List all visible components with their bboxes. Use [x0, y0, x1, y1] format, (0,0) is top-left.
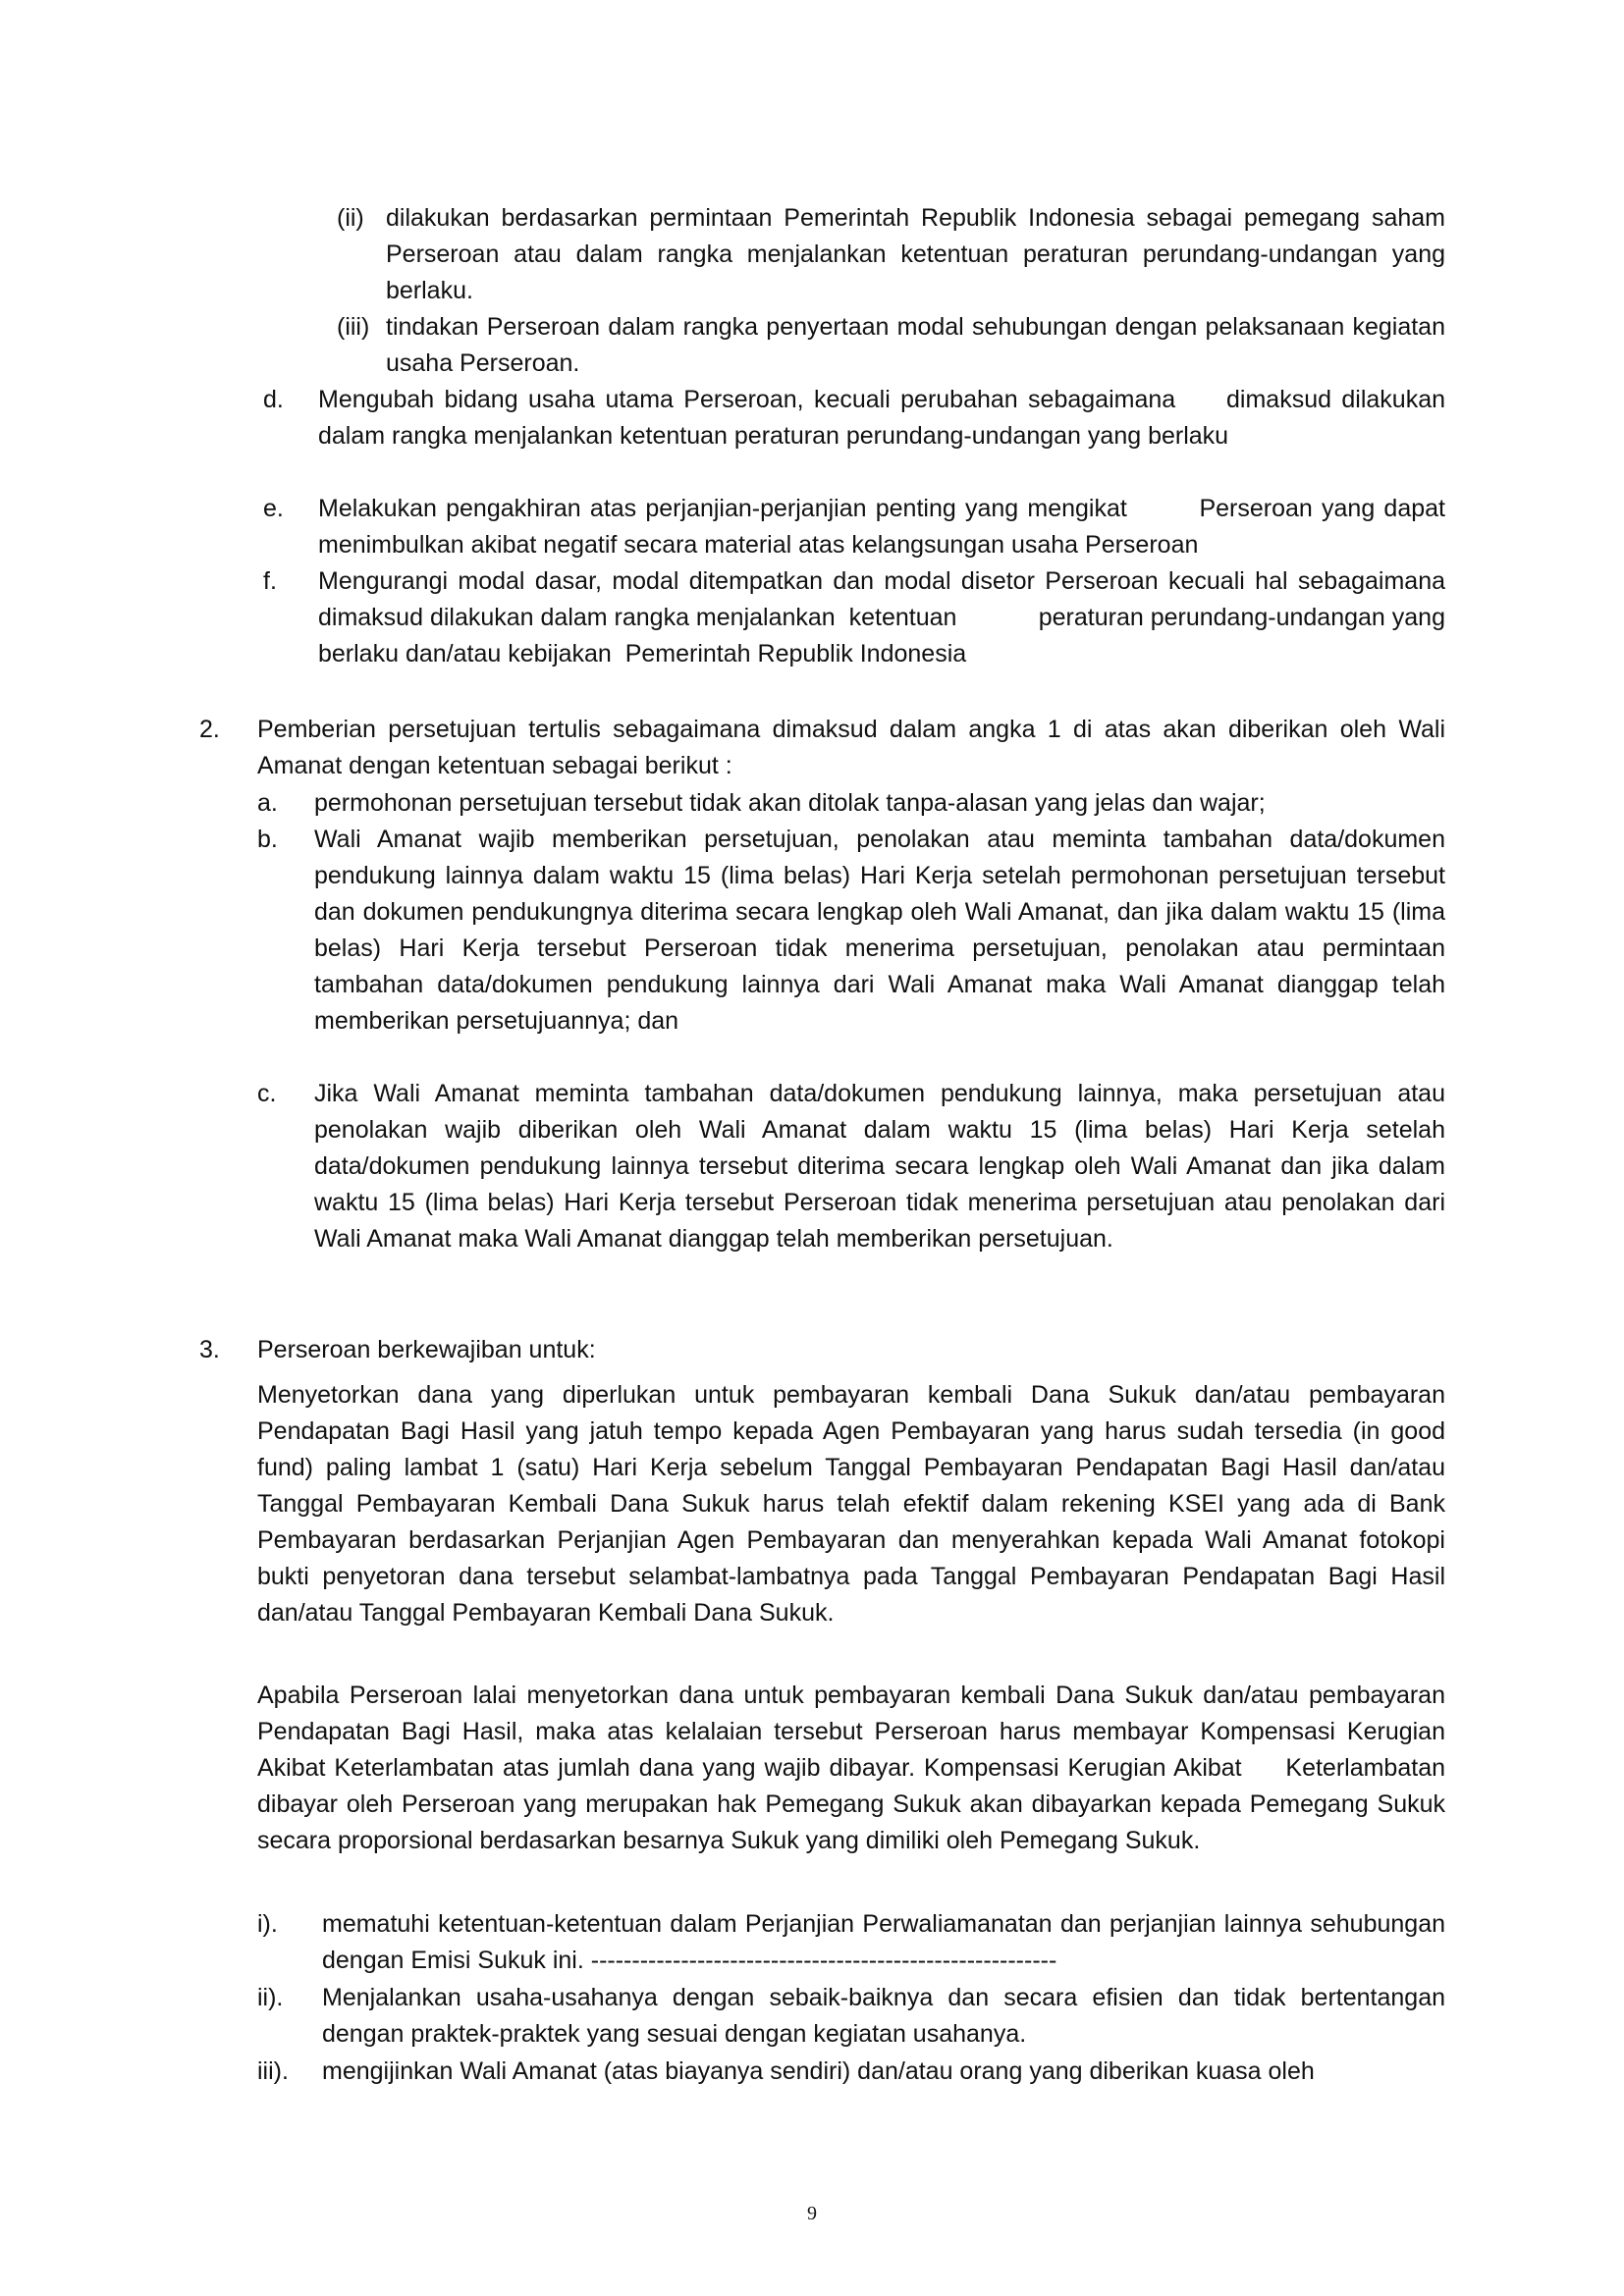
section-intro: Pemberian persetujuan tertulis sebagaimana dimaksud dalam angka 1 di atas akan diberikan oleh Wali Amanat dengan ketentuan sebagai berikut :	[257, 716, 1445, 779]
section-heading: Perseroan berkewajiban untuk:	[257, 1336, 596, 1363]
list-item-label: i).	[257, 1910, 278, 1938]
sub-item-label: (iii)	[337, 313, 370, 341]
list-item-label: c.	[257, 1080, 277, 1107]
sub-item-text: tindakan Perseroan dalam rangka penyertaan modal sehubungan dengan pelaksanaan kegiatan usaha Perseroan.	[386, 313, 1445, 377]
list-item-label: e.	[263, 495, 284, 522]
page-number: 9	[807, 2203, 817, 2224]
list-item-text: mematuhi ketentuan-ketentuan dalam Perjanjian Perwaliamanatan dan perjanjian lainnya sehubungan dengan Emisi Sukuk ini. ---------------------------------------------------------	[322, 1910, 1445, 1974]
section-paragraph: Apabila Perseroan lalai menyetorkan dana untuk pembayaran kembali Dana Sukuk dan/atau pembayaran Pendapatan Bagi Hasil, maka atas kelalaian tersebut Perseroan harus membayar Kompensasi Kerugian Akibat Keterlambatan atas jumlah dana yang wajib dibayar. Kompensasi Kerugian Akibat Keterlambatan dibayar oleh Perseroan yang merupakan hak Pemegang Sukuk akan dibayarkan kepada Pemegang Sukuk secara proporsional berdasarkan besarnya Sukuk yang dimiliki oleh Pemegang Sukuk.	[257, 1682, 1452, 1854]
section-paragraph: Menyetorkan dana yang diperlukan untuk pembayaran kembali Dana Sukuk dan/atau pembayaran Pendapatan Bagi Hasil yang jatuh tempo kepada Agen Pembayaran yang harus sudah tersedia (in good fund) paling lambat 1 (satu) Hari Kerja sebelum Tanggal Pembayaran Pendapatan Bagi Hasil dan/atau Tanggal Pembayaran Kembali Dana Sukuk harus telah efektif dalam rekening KSEI yang ada di Bank Pembayaran berdasarkan Perjanjian Agen Pembayaran dan menyerahkan kepada Wali Amanat fotokopi bukti penyetoran dana tersebut selambat-lambatnya pada Tanggal Pembayaran Pendapatan Bagi Hasil dan/atau Tanggal Pembayaran Kembali Dana Sukuk.	[257, 1381, 1445, 1627]
list-item-text: mengijinkan Wali Amanat (atas biayanya sendiri) dan/atau orang yang diberikan kuasa oleh	[322, 2057, 1315, 2085]
sub-item-text	[386, 200, 1445, 309]
sub-item-body: dilakukan berdasarkan permintaan Pemerintah Republik Indonesia sebagai pemegang saham Perseroan atau dalam rangka menjalankan ketentuan peraturan perundang-undangan yang berlaku.	[386, 204, 1445, 304]
section-number: 3.	[199, 1336, 220, 1363]
list-item-label: a.	[257, 789, 278, 817]
list-item-label: f.	[263, 567, 277, 595]
sub-item-label: (ii)	[337, 204, 364, 232]
list-item-text: Melakukan pengakhiran atas perjanjian-perjanjian penting yang mengikat Perseroan yang dapat menimbulkan akibat negatif secara material atas kelangsungan usaha Perseroan	[318, 495, 1452, 559]
list-item-label: b.	[257, 826, 278, 853]
list-item-text: Mengubah bidang usaha utama Perseroan, kecuali perubahan sebagaimana dimaksud dilakukan dalam rangka menjalankan ketentuan peraturan perundang-undangan yang berlaku	[318, 386, 1452, 450]
list-item-label: ii).	[257, 1984, 284, 2011]
list-item-label: iii).	[257, 2057, 289, 2085]
list-item-text: permohonan persetujuan tersebut tidak akan ditolak tanpa-alasan yang jelas dan wajar;	[314, 789, 1266, 817]
list-item-text: Mengurangi modal dasar, modal ditempatkan dan modal disetor Perseroan kecuali hal sebagaimana dimaksud dilakukan dalam rangka menjalankan ketentuan peraturan perundang-undangan yang berlaku dan/atau kebijakan Pemerintah Republik Indonesia	[318, 567, 1452, 667]
list-item-text: Menjalankan usaha-usahanya dengan sebaik-baiknya dan secara efisien dan tidak bertentangan dengan praktek-praktek yang sesuai dengan kegiatan usahanya.	[322, 1984, 1445, 2048]
list-item-label: d.	[263, 386, 284, 413]
list-item-text: Wali Amanat wajib memberikan persetujuan, penolakan atau meminta tambahan data/dokumen pendukung lainnya dalam waktu 15 (lima belas) Hari Kerja setelah permohonan persetujuan tersebut dan dokumen pendukungnya diterima secara lengkap oleh Wali Amanat, dan jika dalam waktu 15 (lima belas) Hari Kerja tersebut Perseroan tidak menerima persetujuan, penolakan atau permintaan tambahan data/dokumen pendukung lainnya dari Wali Amanat maka Wali Amanat dianggap telah memberikan persetujuannya; dan	[314, 826, 1445, 1035]
list-item-text: Jika Wali Amanat meminta tambahan data/dokumen pendukung lainnya, maka persetujuan atau penolakan wajib diberikan oleh Wali Amanat dalam waktu 15 (lima belas) Hari Kerja setelah data/dokumen pendukung lainnya tersebut diterima secara lengkap oleh Wali Amanat dan jika dalam waktu 15 (lima belas) Hari Kerja tersebut Perseroan tidak menerima persetujuan atau penolakan dari Wali Amanat maka Wali Amanat dianggap telah memberikan persetujuan.	[314, 1080, 1445, 1253]
section-number: 2.	[199, 716, 220, 743]
